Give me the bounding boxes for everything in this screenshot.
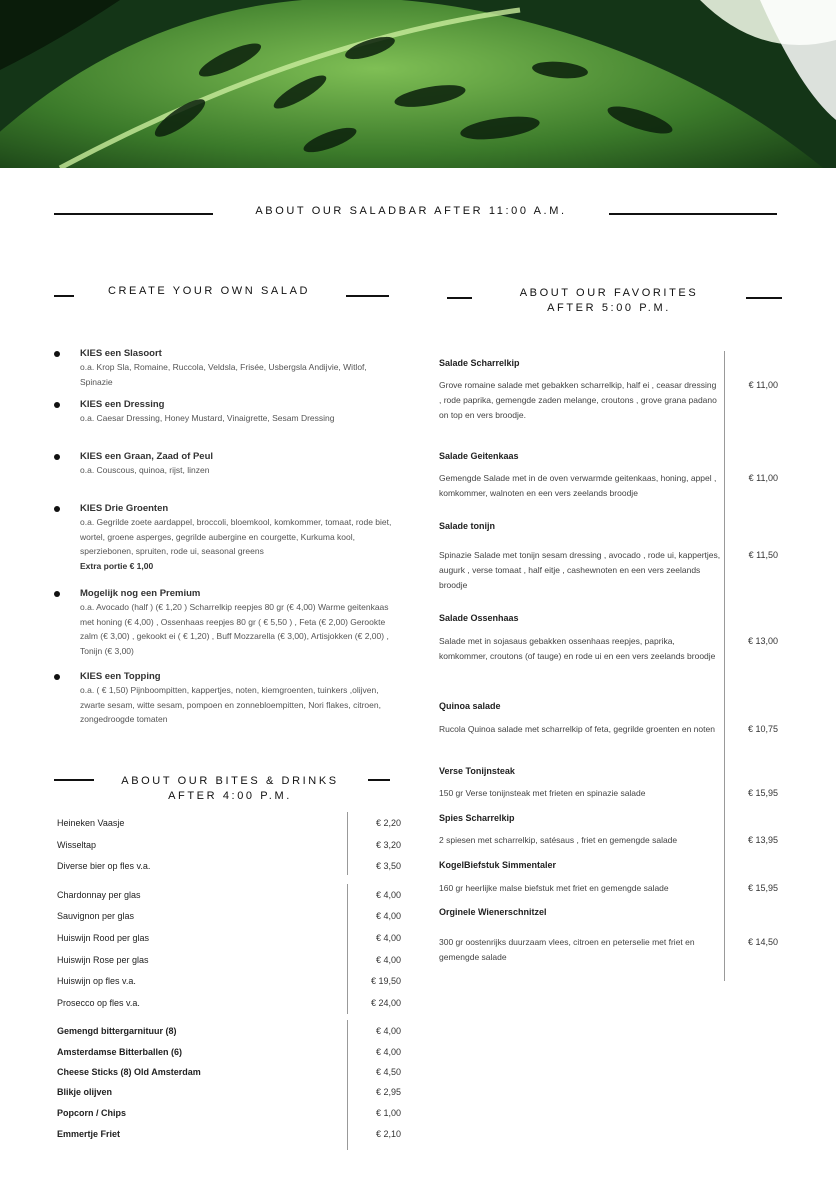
dish-price: € 15,95 (747, 788, 778, 798)
item-name: Emmertje Friet (57, 1129, 121, 1139)
step-title: KIES Drie Groenten (80, 503, 169, 514)
item-name: Gemengd bittergarnituur (8) (57, 1026, 177, 1036)
item-name: Popcorn / Chips (57, 1108, 127, 1118)
item-price: € 4,00 (375, 890, 401, 900)
dish-price: € 11,50 (748, 550, 778, 560)
bullet-icon (54, 591, 60, 597)
create-salad-heading: CREATE YOUR OWN SALAD (107, 285, 311, 297)
item-name: Sauvignon per glas (57, 911, 135, 921)
price-separator (347, 884, 348, 1014)
dish-name: Salade Geitenkaas (439, 451, 519, 461)
bullet-icon (54, 454, 60, 460)
item-price: € 4,00 (375, 1026, 401, 1036)
dish-name: Salade Scharrelkip (439, 358, 520, 368)
divider-line (746, 297, 782, 299)
step-item (54, 348, 394, 389)
item-name: Huiswijn Rose per glas (57, 955, 149, 965)
item-name: Chardonnay per glas (57, 890, 141, 900)
menu-row (57, 971, 401, 991)
dish-description: 2 spiesen met scharrelkip, satésaus , friet en gemengde salade (439, 835, 678, 845)
dish-description: 300 gr oostenrijks duurzaam vlees, citroen en peterselie met friet en gemengde salade (439, 937, 695, 962)
step-description: o.a. Caesar Dressing, Honey Mustard, Vinaigrette, Sesam Dressing (80, 413, 335, 423)
dish-description: Rucola Quinoa salade met scharrelkip of feta, gegrilde groenten en noten (439, 724, 715, 734)
step-extra: Extra portie € 1,00 (80, 560, 154, 571)
item-name: Huiswijn op fles v.a. (57, 976, 136, 986)
item-price: € 4,00 (375, 1047, 401, 1057)
step-item (54, 588, 394, 658)
divider-line (54, 295, 74, 297)
menu-row (57, 1021, 401, 1041)
item-price: € 4,00 (375, 955, 401, 965)
price-separator (347, 812, 348, 875)
dish-name: Salade Ossenhaas (439, 613, 519, 623)
step-title: KIES een Topping (80, 671, 161, 682)
favorite-item (439, 612, 781, 661)
step-description: o.a. Krop Sla, Romaine, Ruccola, Veldsla, Frisée, Usbergsla Andijvie, Witlof, Spinazie (80, 362, 367, 387)
monstera-leaf-photo (0, 0, 836, 168)
menu-row (57, 1042, 401, 1062)
favorite-item (439, 357, 781, 420)
dish-description: 160 gr heerlijke malse biefstuk met friet en gemengde salade (439, 883, 669, 893)
item-name: Heineken Vaasje (57, 818, 125, 828)
divider-line (346, 295, 389, 297)
divider-line (368, 779, 390, 781)
step-description: o.a. Gegrilde zoete aardappel, broccoli, bloemkool, komkommer, tomaat, rode biet, wortel, groene asperges, gegrilde aubergine en courgette, Kurkuma kool, sperziebonen, spruiten, rode ui, seasonal greens (80, 517, 392, 556)
divider-line (54, 779, 94, 781)
bullet-icon (54, 402, 60, 408)
item-price: € 3,50 (375, 861, 401, 871)
dish-description: Grove romaine salade met gebakken scharrelkip, half ei , ceasar dressing , rode paprika, gemengde zaden melange, croutons , grove grana padano on top en vers broodje. (439, 380, 717, 420)
menu-row (57, 1062, 401, 1082)
item-price: € 24,00 (370, 998, 401, 1008)
item-price: € 3,20 (375, 840, 401, 850)
dish-description: 150 gr Verse tonijnsteak met frieten en spinazie salade (439, 788, 646, 798)
menu-row (57, 993, 401, 1013)
menu-row (57, 856, 401, 876)
item-price: € 1,00 (375, 1108, 401, 1118)
dish-name: Spies Scharrelkip (439, 813, 515, 823)
item-name: Huiswijn Rood per glas (57, 933, 150, 943)
menu-row (57, 1082, 401, 1102)
favorite-item (439, 812, 781, 845)
dish-price: € 15,95 (747, 883, 778, 893)
favorites-heading (478, 286, 740, 316)
price-separator (347, 1020, 348, 1150)
price-separator (724, 351, 725, 981)
step-title: KIES een Graan, Zaad of Peul (80, 451, 214, 462)
dish-name: Verse Tonijnsteak (439, 766, 515, 776)
step-item (54, 671, 394, 727)
header-leaf-image (0, 0, 836, 168)
divider-line (609, 213, 777, 215)
item-name: Diverse bier op fles v.a. (57, 861, 151, 871)
step-description: o.a. ( € 1,50) Pijnboompitten, kappertjes, noten, kiemgroenten, tuinkers ,olijven, zwarte sesam, witte sesam, pompoen en zonnebloempitten, Nori flakes, citroen, zongedroogde tomaten (80, 685, 381, 724)
favorites-heading-line2: AFTER 5:00 P.M. (547, 302, 671, 314)
bites-heading-line1: ABOUT OUR BITES & DRINKS (121, 775, 339, 787)
bullet-icon (54, 351, 60, 357)
step-item (54, 451, 394, 478)
dish-description: Spinazie Salade met tonijn sesam dressing , avocado , rode ui, kappertjes, augurk , verse tomaat , half eitje , cashewnoten en een vers zeelands broodje (439, 550, 721, 590)
dish-price: € 14,50 (747, 937, 778, 947)
favorites-heading-line1: ABOUT OUR FAVORITES (519, 287, 699, 299)
step-title: KIES een Dressing (80, 399, 165, 410)
bullet-icon (54, 674, 60, 680)
item-price: € 2,20 (375, 818, 401, 828)
dish-price: € 13,95 (747, 835, 778, 845)
dish-price: € 11,00 (748, 473, 778, 483)
menu-row (57, 835, 401, 855)
bites-heading (100, 774, 360, 804)
menu-row (57, 906, 401, 926)
item-price: € 4,00 (375, 911, 401, 921)
dish-name: Quinoa salade (439, 701, 501, 711)
item-name: Cheese Sticks (8) Old Amsterdam (57, 1067, 201, 1077)
item-price: € 2,95 (375, 1087, 401, 1097)
menu-row (57, 950, 401, 970)
step-item (54, 399, 394, 426)
bullet-icon (54, 506, 60, 512)
item-name: Prosecco op fles v.a. (57, 998, 140, 1008)
favorite-item (439, 520, 781, 590)
menu-row (57, 1103, 401, 1123)
step-description: o.a. Couscous, quinoa, rijst, linzen (80, 465, 210, 475)
step-item (54, 503, 394, 573)
divider-line (54, 213, 213, 215)
step-title: Mogelijk nog een Premium (80, 588, 201, 599)
favorite-item (439, 906, 781, 962)
item-price: € 19,50 (370, 976, 401, 986)
favorite-item (439, 859, 781, 893)
item-price: € 4,50 (375, 1067, 401, 1077)
dish-price: € 11,00 (748, 380, 778, 390)
item-price: € 4,00 (375, 933, 401, 943)
item-name: Wisseltap (57, 840, 97, 850)
favorite-item (439, 450, 781, 498)
step-description: o.a. Avocado (half ) (€ 1,20 ) Scharrelkip reepjes 80 gr (€ 4,00) Warme geitenkaas met honing (€ 4,00) , Ossenhaas reepjes 80 gr ( € 5,50 ) , Feta (€ 2,00) Gerookte zalm (€ 3,00) , gekookt ei ( € 1,20) , Buff Mozzarella (€ 3,00), Artisjokken (€ 2,00) , Tonijn (€ 3,00) (80, 602, 389, 656)
item-name: Blikje olijven (57, 1087, 113, 1097)
favorite-item (439, 765, 781, 798)
item-name: Amsterdamse Bitterballen (6) (57, 1047, 183, 1057)
menu-row (57, 1124, 401, 1144)
dish-description: Salade met in sojasaus gebakken ossenhaas reepjes, paprika, komkommer, croutons (of tauge) en rode ui en een vers zeelands broodje (439, 636, 716, 661)
item-price: € 2,10 (375, 1129, 401, 1139)
dish-description: Gemengde Salade met in de oven verwarmde geitenkaas, honing, appel , komkommer, walnoten en een vers zeelands broodje (439, 473, 717, 498)
dish-name: KogelBiefstuk Simmentaler (439, 860, 557, 870)
step-title: KIES een Slasoort (80, 348, 162, 359)
dish-price: € 10,75 (747, 724, 778, 734)
divider-line (447, 297, 472, 299)
favorite-item (439, 700, 781, 734)
saladbar-heading: ABOUT OUR SALADBAR AFTER 11:00 A.M. (255, 205, 567, 217)
bites-heading-line2: AFTER 4:00 P.M. (168, 790, 292, 802)
dish-price: € 13,00 (747, 636, 778, 646)
dish-name: Orginele Wienerschnitzel (439, 907, 547, 917)
dish-name: Salade tonijn (439, 521, 496, 531)
menu-row (57, 813, 401, 833)
menu-row (57, 885, 401, 905)
menu-row (57, 928, 401, 948)
